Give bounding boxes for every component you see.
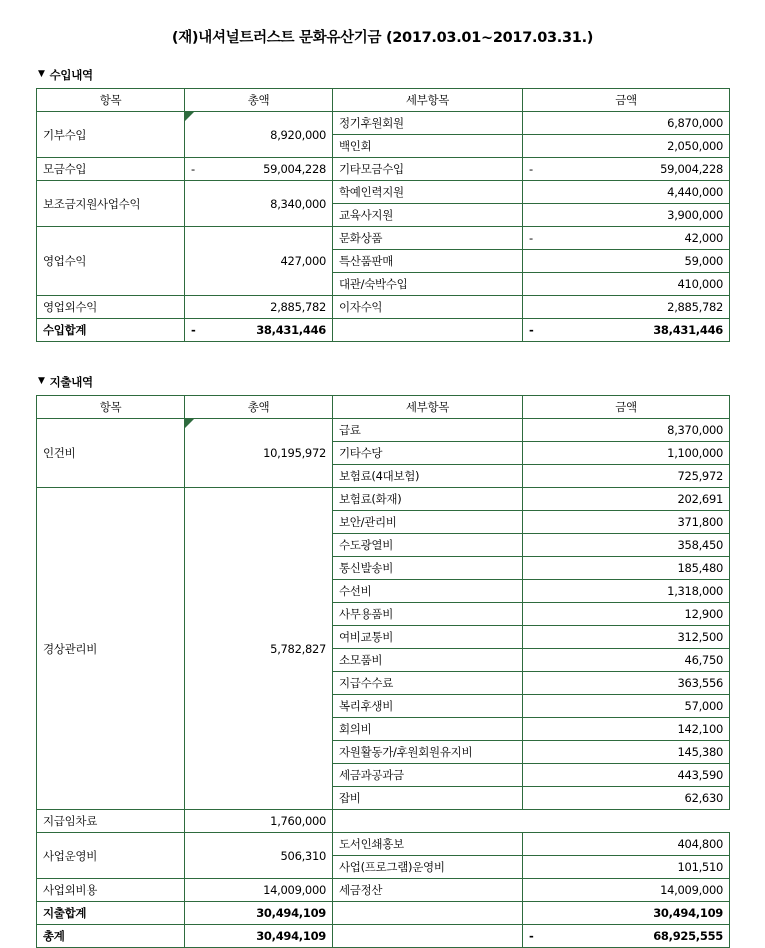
cell-total-value: 8,920,000 — [270, 127, 326, 142]
cell-subitem: 사무용품비 — [333, 603, 523, 626]
cell-subitem: 백인회 — [333, 135, 523, 158]
cell-amount-value: 59,000 — [684, 254, 723, 268]
cell-subitem: 급료 — [333, 419, 523, 442]
cell-amount — [523, 112, 730, 135]
cell-subitem: 기타모금수입 — [333, 158, 523, 181]
cell-amount-value: 6,870,000 — [667, 116, 723, 130]
table-row — [37, 158, 730, 181]
table-row — [37, 112, 730, 135]
cell-amount: 202,691 — [523, 488, 730, 511]
cell-item: 총계 — [37, 925, 185, 948]
cell-total — [185, 419, 333, 488]
column-header-amount: 금액 — [523, 396, 730, 419]
cell-total-dash: - — [191, 323, 196, 337]
cell-subitem: 문화상품 — [333, 227, 523, 250]
cell-total: 14,009,000 — [185, 879, 333, 902]
cell-subitem: 수도광열비 — [333, 534, 523, 557]
cell-amount-value: 410,000 — [677, 277, 723, 291]
cell-total — [185, 296, 333, 319]
section-expense-heading — [38, 374, 729, 390]
cell-total-value: 2,885,782 — [270, 300, 326, 314]
cell-amount-value: 68,925,555 — [653, 929, 723, 943]
cell-amount: 725,972 — [523, 465, 730, 488]
cell-subitem: 지급수수료 — [333, 672, 523, 695]
cell-amount-dash: - — [529, 162, 533, 176]
expense-table — [36, 395, 730, 948]
cell-amount: 12,900 — [523, 603, 730, 626]
cell-item: 사업외비용 — [37, 879, 185, 902]
table-header-row — [37, 396, 730, 419]
cell-subitem: 잡비 — [333, 787, 523, 810]
cell-item: 경상관리비 — [37, 488, 185, 810]
cell-subitem: 특산품판매 — [333, 250, 523, 273]
triangle-down-icon: ▼ — [38, 68, 45, 79]
table-row — [37, 810, 730, 833]
expense-total-row — [37, 902, 730, 925]
cell-total: 30,494,109 — [185, 925, 333, 948]
section-spacer — [36, 360, 729, 374]
cell-total — [185, 488, 333, 810]
column-header-amount: 금액 — [523, 89, 730, 112]
cell-total: 30,494,109 — [185, 902, 333, 925]
cell-item: 수입합계 — [37, 319, 185, 342]
cell-total-value: 5,782,827 — [270, 641, 326, 656]
cell-amount-value: 3,900,000 — [667, 208, 723, 222]
column-header-sub: 세부항목 — [333, 396, 523, 419]
cell-amount: 30,494,109 — [523, 902, 730, 925]
cell-item: 지출합계 — [37, 902, 185, 925]
table-row — [37, 833, 730, 856]
cell-amount-value: 42,000 — [684, 231, 723, 245]
cell-amount: 358,450 — [523, 534, 730, 557]
cell-item: 사업운영비 — [37, 833, 185, 879]
cell-subitem — [333, 319, 523, 342]
cell-subitem: 대관/숙박수입 — [333, 273, 523, 296]
cell-amount-value: 38,431,446 — [653, 323, 723, 337]
cell-amount: 371,800 — [523, 511, 730, 534]
triangle-down-icon: ▼ — [38, 375, 45, 386]
cell-total-value: 38,431,446 — [256, 323, 326, 337]
column-header-item: 항목 — [37, 396, 185, 419]
cell-total — [185, 833, 333, 879]
cell-amount — [523, 135, 730, 158]
cell-total-value: 59,004,228 — [263, 162, 326, 176]
cell-total — [185, 112, 333, 158]
cell-subitem: 복리후생비 — [333, 695, 523, 718]
cell-total — [185, 227, 333, 296]
cell-amount: 14,009,000 — [523, 879, 730, 902]
cell-amount: 363,556 — [523, 672, 730, 695]
cell-amount: 62,630 — [523, 787, 730, 810]
cell-amount-dash: - — [529, 323, 534, 337]
cell-subitem — [333, 925, 523, 948]
table-row — [37, 419, 730, 442]
table-header-row — [37, 89, 730, 112]
column-header-total: 총액 — [185, 89, 333, 112]
column-header-total: 총액 — [185, 396, 333, 419]
column-header-sub: 세부항목 — [333, 89, 523, 112]
cell-amount: 142,100 — [523, 718, 730, 741]
cell-amount: 443,590 — [523, 764, 730, 787]
cell-total — [185, 319, 333, 342]
cell-amount — [523, 227, 730, 250]
page-title: (재)내셔널트러스트 문화유산기금 (2017.03.01~2017.03.31.) — [171, 30, 594, 46]
cell-subitem: 보험료(화재) — [333, 488, 523, 511]
cell-subitem: 학예인력지원 — [333, 181, 523, 204]
section-income — [36, 67, 729, 342]
cell-subitem: 세금과공과금 — [333, 764, 523, 787]
cell-subitem: 수선비 — [333, 580, 523, 603]
cell-subitem: 회의비 — [333, 718, 523, 741]
cell-amount: 312,500 — [523, 626, 730, 649]
cell-subitem — [333, 902, 523, 925]
cell-amount: 1,760,000 — [185, 810, 333, 833]
cell-amount: 404,800 — [523, 833, 730, 856]
cell-amount — [523, 250, 730, 273]
cell-subitem: 보안/관리비 — [333, 511, 523, 534]
cell-total-value: 506,310 — [280, 848, 326, 863]
table-row — [37, 296, 730, 319]
cell-amount — [523, 273, 730, 296]
cell-total-value: 8,340,000 — [270, 196, 326, 211]
cell-item: 영업수익 — [37, 227, 185, 296]
cell-amount: 1,318,000 — [523, 580, 730, 603]
cell-subitem: 이자수익 — [333, 296, 523, 319]
cell-subitem: 자원활동가/후원회원유지비 — [333, 741, 523, 764]
cell-amount — [523, 158, 730, 181]
cell-amount-dash: - — [529, 929, 534, 943]
cell-subitem: 지급임차료 — [37, 810, 185, 833]
cell-subitem: 정기후원회원 — [333, 112, 523, 135]
section-expense — [36, 374, 729, 948]
cell-amount: 46,750 — [523, 649, 730, 672]
cell-amount-value: 59,004,228 — [660, 162, 723, 176]
cell-amount-value: 4,440,000 — [667, 185, 723, 199]
cell-amount — [523, 181, 730, 204]
income-total-row — [37, 319, 730, 342]
cell-item: 영업외수익 — [37, 296, 185, 319]
cell-amount — [523, 204, 730, 227]
cell-subitem: 기타수당 — [333, 442, 523, 465]
cell-subitem: 도서인쇄홍보 — [333, 833, 523, 856]
section-income-label: 수입내역 — [49, 68, 93, 82]
cell-amount: 185,480 — [523, 557, 730, 580]
cell-item: 보조금지원사업수익 — [37, 181, 185, 227]
cell-subitem: 교육사지원 — [333, 204, 523, 227]
table-row — [37, 181, 730, 204]
cell-amount: 8,370,000 — [523, 419, 730, 442]
column-header-item: 항목 — [37, 89, 185, 112]
income-table — [36, 88, 730, 342]
cell-amount: 1,100,000 — [523, 442, 730, 465]
cell-subitem: 사업(프로그램)운영비 — [333, 856, 523, 879]
grand-total-row — [37, 925, 730, 948]
cell-subitem: 통신발송비 — [333, 557, 523, 580]
table-row — [37, 488, 730, 511]
cell-amount — [523, 319, 730, 342]
cell-subitem: 소모품비 — [333, 649, 523, 672]
cell-total — [185, 181, 333, 227]
cell-total-dash: - — [191, 162, 195, 176]
cell-total — [185, 158, 333, 181]
table-row — [37, 879, 730, 902]
cell-total-value: 427,000 — [280, 254, 326, 268]
section-income-heading — [38, 67, 729, 83]
cell-amount — [523, 296, 730, 319]
cell-amount: 145,380 — [523, 741, 730, 764]
cell-item: 모금수입 — [37, 158, 185, 181]
cell-subitem: 여비교통비 — [333, 626, 523, 649]
cell-amount-dash: - — [529, 231, 533, 245]
cell-item: 기부수입 — [37, 112, 185, 158]
section-expense-label: 지출내역 — [49, 375, 93, 389]
cell-subitem: 보험료(4대보험) — [333, 465, 523, 488]
cell-total-value: 10,195,972 — [263, 446, 326, 460]
cell-amount-value: 2,050,000 — [667, 139, 723, 153]
cell-subitem: 세금정산 — [333, 879, 523, 902]
table-row — [37, 227, 730, 250]
cell-amount: 57,000 — [523, 695, 730, 718]
cell-amount — [523, 925, 730, 948]
cell-item: 인건비 — [37, 419, 185, 488]
cell-amount-value: 2,885,782 — [667, 300, 723, 314]
cell-amount: 101,510 — [523, 856, 730, 879]
